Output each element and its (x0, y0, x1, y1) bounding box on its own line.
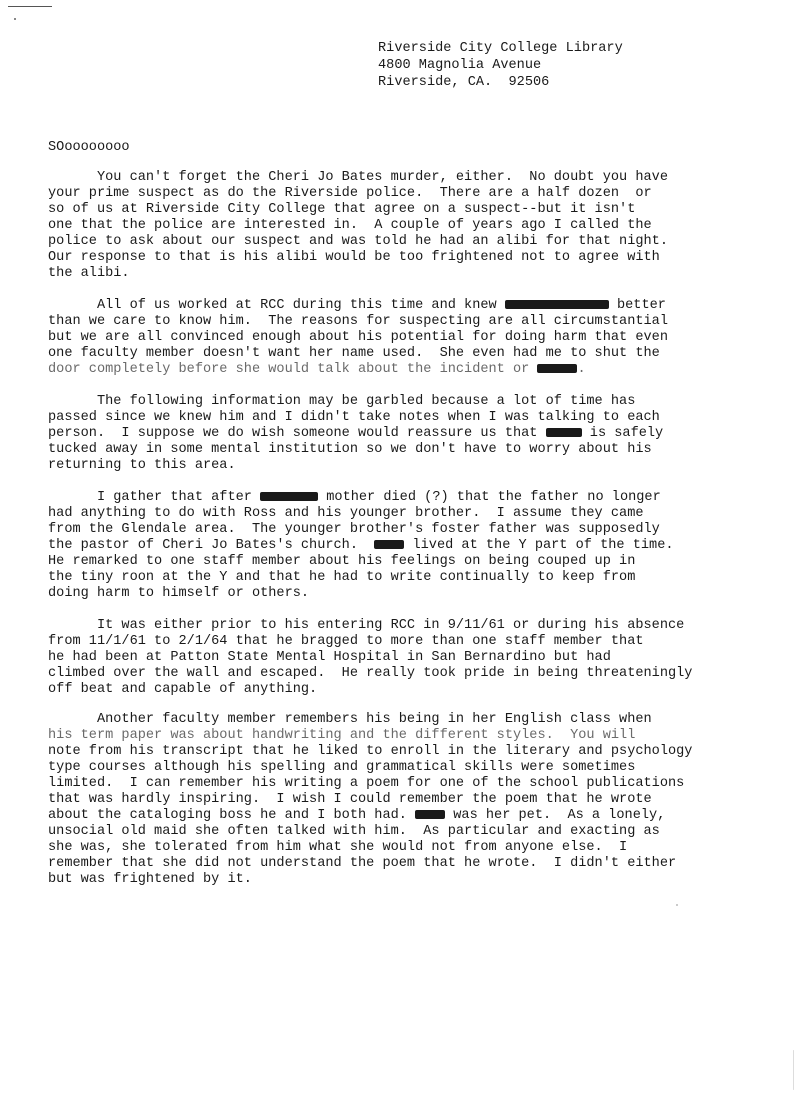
text-line: but was frightened by it. (48, 872, 252, 887)
redaction-mark (505, 300, 609, 309)
text-line: unsocial old maid she often talked with him. As particular and exacting as (48, 824, 660, 839)
paragraph-4 (48, 490, 674, 602)
redaction-mark (415, 810, 445, 819)
text-line (48, 490, 674, 506)
text-line: It was either prior to his entering RCC in 9/11/61 or during his absence (48, 618, 685, 633)
text-line: doing harm to himself or others. (48, 586, 310, 601)
redaction-mark (260, 492, 318, 501)
text-line: that was hardly inspiring. I wish I could remember the poem that he wrote (48, 792, 652, 807)
text-line: The following information may be garbled because a lot of time has (48, 394, 636, 409)
paragraph-1 (48, 170, 668, 282)
text-line: climbed over the wall and escaped. He really took pride in being threateningly (48, 666, 693, 681)
text-line (48, 362, 668, 378)
text-line: Another faculty member remembers his being in her English class when (48, 712, 652, 727)
scan-edge (793, 1050, 794, 1090)
text-line: your prime suspect as do the Riverside police. There are a half dozen or (48, 186, 652, 201)
redaction-mark (546, 428, 582, 437)
text-segment: door completely before she would talk about the incident or (48, 362, 538, 377)
redaction-mark (374, 540, 404, 549)
address-line-3: Riverside, CA. 92506 (378, 75, 550, 90)
scan-speck (676, 904, 678, 906)
text-line: note from his transcript that he liked to enroll in the literary and psychology (48, 744, 693, 759)
text-line: than we care to know him. The reasons for suspecting are all circumstantial (48, 314, 668, 329)
text-line (48, 426, 663, 442)
return-address (378, 40, 623, 91)
text-segment: . (577, 362, 586, 377)
text-line: she was, she tolerated from him what she would not from anyone else. I (48, 840, 628, 855)
text-line (48, 298, 668, 314)
text-line: the alibi. (48, 266, 130, 281)
text-line: he had been at Patton State Mental Hospital in San Bernardino but had (48, 650, 611, 665)
text-segment: better (608, 298, 666, 313)
text-line: from the Glendale area. The younger brother's foster father was supposedly (48, 522, 660, 537)
text-line (48, 808, 692, 824)
address-line-2: 4800 Magnolia Avenue (378, 58, 542, 73)
text-line: passed since we knew him and I didn't take notes when I was talking to each (48, 410, 660, 425)
text-line: police to ask about our suspect and was told he had an alibi for that night. (48, 234, 668, 249)
text-segment: is safely (581, 426, 664, 441)
text-line: remember that she did not understand the poem that he wrote. I didn't either (48, 856, 677, 871)
text-line: Our response to that is his alibi would be too frightened not to agree with (48, 250, 660, 265)
text-line: He remarked to one staff member about his feelings on being couped up in (48, 554, 636, 569)
text-line: from 11/1/61 to 2/1/64 that he bragged to more than one staff member that (48, 634, 644, 649)
paragraph-5 (48, 618, 692, 698)
text-segment: the pastor of Cheri Jo Bates's church. (48, 538, 375, 553)
paragraph-6 (48, 712, 692, 888)
text-line: returning to this area. (48, 458, 236, 473)
text-segment: lived at the Y part of the time. (404, 538, 674, 553)
text-segment: mother died (?) that the father no longer (318, 490, 661, 505)
text-line: one faculty member doesn't want her name used. She even had me to shut the (48, 346, 660, 361)
address-line-1: Riverside City College Library (378, 41, 623, 56)
text-line: but we are all convinced enough about his potential for doing harm that even (48, 330, 668, 345)
scan-speck (14, 18, 16, 20)
text-segment: person. I suppose we do wish someone would reassure us that (48, 426, 546, 441)
text-line: off beat and capable of anything. (48, 682, 318, 697)
text-line: his term paper was about handwriting and the different styles. You will (48, 728, 636, 743)
text-line: one that the police are interested in. A couple of years ago I called the (48, 218, 652, 233)
salutation: SOoooooooo (48, 140, 130, 155)
text-segment: was her pet. As a lonely, (445, 808, 666, 823)
text-line: had anything to do with Ross and his younger brother. I assume they came (48, 506, 644, 521)
text-line: the tiny roon at the Y and that he had to write continually to keep from (48, 570, 636, 585)
paragraph-3 (48, 394, 663, 474)
text-line: so of us at Riverside City College that agree on a suspect--but it isn't (48, 202, 636, 217)
paragraph-2 (48, 298, 668, 378)
text-segment: I gather that after (48, 490, 261, 505)
redaction-mark (537, 364, 577, 373)
text-segment: about the cataloging boss he and I both had. (48, 808, 416, 823)
text-segment: All of us worked at RCC during this time and knew (48, 298, 505, 313)
text-line: You can't forget the Cheri Jo Bates murder, either. No doubt you have (48, 170, 668, 185)
scan-mark (8, 6, 52, 7)
text-line: tucked away in some mental institution so we don't have to worry about his (48, 442, 652, 457)
text-line: type courses although his spelling and grammatical skills were sometimes (48, 760, 636, 775)
text-line: limited. I can remember his writing a poem for one of the school publications (48, 776, 685, 791)
text-line (48, 538, 674, 554)
